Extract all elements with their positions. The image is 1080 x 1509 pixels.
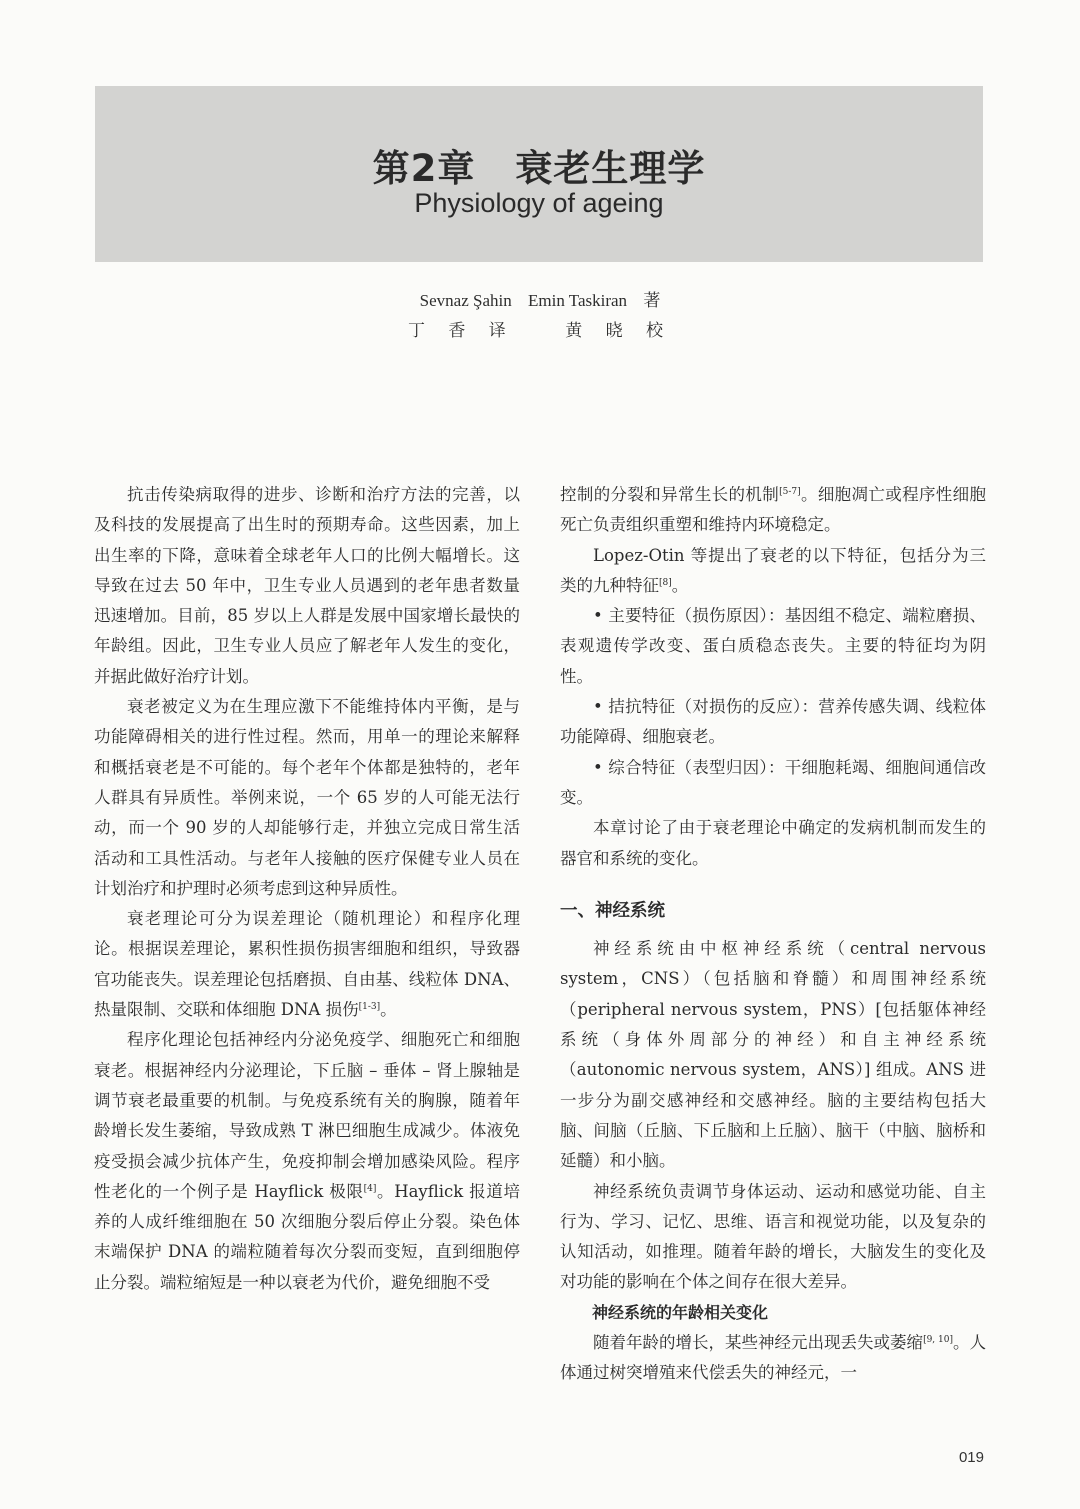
chapter-subtitle: Physiology of ageing: [414, 188, 664, 218]
paragraph: 程序化理论包括神经内分泌免疫学、细胞死亡和细胞衰老。根据神经内分泌理论，下丘脑 – 垂体 – 肾上腺轴是调节衰老最重要的机制。与免疫系统有关的胸腺，随着年龄增长发生萎缩，导致成熟 T 淋巴细胞生成减少。体液免疫受损会减少抗体产生，免疫抑制会增加感染风险。程序性老化的一个例子是 Hayflick 极限[4]。Hayflick 报道培养的人成纤维细胞在 50 次细胞分裂后停止分裂。染色体末端保护 DNA 的端粒随着每次分裂而变短，直到细胞停止分裂。端粒缩短是一种以衰老为代价，避免细胞不受: [94, 1030, 520, 1292]
author-suffix: 著: [643, 291, 661, 310]
right-column: [560, 480, 986, 1389]
reviewer: 黄 晓 校: [565, 321, 673, 341]
page-number: 019: [958, 1449, 984, 1466]
authors-line: [0, 286, 1080, 311]
citation: [5-7]: [779, 487, 801, 497]
paragraph: 本章讨论了由于衰老理论中确定的发病机制而发生的器官和系统的变化。: [560, 818, 986, 868]
citation: [8]: [659, 577, 672, 588]
chapter-banner: [95, 86, 983, 262]
paragraph: Lopez-Otin 等提出了衰老的以下特征，包括分为三类的九种特征[8]。: [560, 545, 986, 595]
chapter-number: 第2章: [372, 147, 476, 190]
paragraph: 随着年龄的增长，某些神经元出现丢失或萎缩[9, 10]。人体通过树突增殖来代偿丢失的神经元，一: [560, 1333, 987, 1383]
author-1: Sevnaz Şahin: [419, 291, 512, 310]
citation: [9, 10]: [923, 1335, 953, 1346]
section-heading: 一、神经系统: [560, 900, 665, 921]
left-column: [94, 480, 520, 1298]
paragraph: 衰老被定义为在生理应激下不能维持体内平衡，是与功能障碍相关的进行性过程。然而，用单一的理论来解释和概括衰老是不可能的。每个老年个体都是独特的，老年人群具有异质性。举例来说，一个 65 岁的人可能无法行动，而一个 90 岁的人却能够行走，并独立完成日常生活活动和工具性活动。与老年人接触的医疗保健专业人员在计划治疗和护理时必须考虑到这种异质性。: [94, 697, 520, 898]
bullet-item: • 主要特征（损伤原因）：基因组不稳定、端粒磨损、表观遗传学改变、蛋白质稳态丧失。主要的特征均为阴性。: [560, 606, 986, 686]
paragraph: 神经系统负责调节身体运动、运动和感觉功能、自主行为、学习、记忆、思维、语言和视觉功能，以及复杂的认知活动，如推理。随着年龄的增长，大脑发生的变化及对功能的影响在个体之间存在很大差异。: [560, 1181, 986, 1292]
paragraph: 抗击传染病取得的进步、诊断和治疗方法的完善，以及科技的发展提高了出生时的预期寿命。这些因素，加上出生率的下降，意味着全球老年人口的比例大幅增长。这导致在过去 50 年中，卫生专业人员遇到的老年患者数量迅速增加。目前，85 岁以上人群是发展中国家增长最快的年龄组。因此，卫生专业人员应了解老年人发生的变化，并据此做好治疗计划。: [94, 485, 520, 686]
paragraph: 衰老理论可分为误差理论（随机理论）和程序化理论。根据误差理论，累积性损伤损害细胞和组织，导致器官功能丧失。误差理论包括磨损、自由基、线粒体 DNA、热量限制、交联和体细胞 DNA 损伤[1-3]。: [94, 909, 520, 1020]
bullet-item: • 拮抗特征（对损伤的反应）：营养传感失调、线粒体功能障碍、细胞衰老。: [560, 697, 986, 747]
citation: [4]: [363, 1183, 377, 1194]
author-2: Emin Taskiran: [528, 291, 628, 310]
translator: 丁 香 译: [407, 321, 515, 341]
paragraph: 神经系统由中枢神经系统（central nervous system，CNS）（包括脑和脊髓）和周围神经系统（peripheral nervous system，PNS）[包括躯体神经系统（身体外周部分的神经）和自主神经系统（autonomic nervous system，ANS）] 组成。ANS 进一步分为副交感神经和交感神经。脑的主要结构包括大脑、间脑（丘脑、下丘脑和上丘脑）、脑干（中脑、脑桥和延髓）和小脑。: [560, 939, 986, 1171]
paragraph: 控制的分裂和异常生长的机制[5-7]。细胞凋亡或程序性细胞死亡负责组织重塑和维持内环境稳定。: [560, 485, 987, 535]
translators-line: [0, 316, 1080, 341]
chapter-title-text: 衰老生理学: [515, 147, 706, 190]
bullet-item: • 综合特征（表型归因）：干细胞耗竭、细胞间通信改变。: [560, 757, 986, 807]
citation: [1-3]: [358, 1002, 381, 1013]
sub-heading: 神经系统的年龄相关变化: [592, 1302, 769, 1322]
chapter-title: [95, 138, 983, 192]
